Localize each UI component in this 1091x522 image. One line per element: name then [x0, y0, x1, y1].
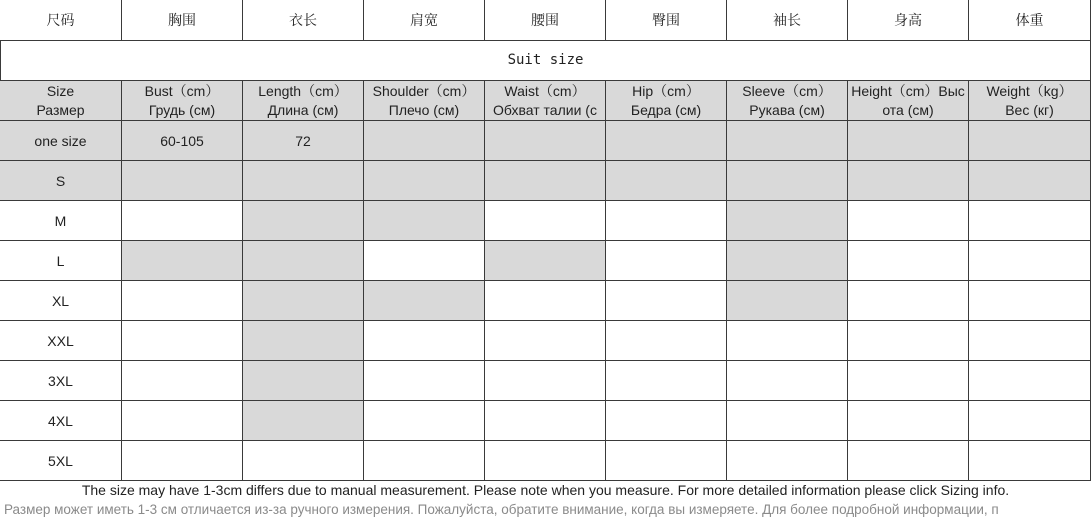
column-header-bust-en: Bust（cm） [144, 82, 220, 99]
measurement-cell-weight [969, 241, 1091, 281]
measurement-cell-waist [485, 361, 606, 401]
measurement-cell-waist [485, 321, 606, 361]
column-header-hip-en: Hip（cm） [632, 82, 700, 99]
measurement-cell-length [243, 441, 364, 481]
measurement-cell-sleeve [727, 121, 848, 161]
measurement-cell-waist [485, 161, 606, 201]
measurement-cell-shoulder [364, 281, 485, 321]
measurement-cell-weight [969, 201, 1091, 241]
measurement-cell-hip [606, 281, 727, 321]
measurement-cell-sleeve [727, 321, 848, 361]
measurement-note-english: The size may have 1-3cm differs due to manual measurement. Please note when you measure. For more detailed information please click Sizing info. [81, 482, 1010, 498]
measurement-cell-bust [122, 441, 243, 481]
size-cell: 5XL [0, 441, 122, 481]
measurement-cell-shoulder [364, 401, 485, 441]
column-header-size-ru: Размер [36, 101, 85, 118]
measurement-cell-length [243, 361, 364, 401]
suit-size-banner: Suit size [0, 40, 1091, 81]
measurement-cell-length [243, 201, 364, 241]
measurement-cell-waist [485, 281, 606, 321]
measurement-cell-weight [969, 361, 1091, 401]
measurement-cell-bust [122, 241, 243, 281]
column-header-length-en: Length（cm） [258, 82, 348, 99]
measurement-cell-shoulder [364, 201, 485, 241]
measurement-cell-bust [122, 361, 243, 401]
measurement-cell-weight [969, 401, 1091, 441]
measurement-cell-height [848, 201, 969, 241]
column-header-height [848, 81, 969, 121]
measurement-cell-bust [122, 321, 243, 361]
column-header-size-en: Size [46, 82, 75, 99]
measurement-cell-length [243, 401, 364, 441]
measurement-cell-length: 72 [243, 121, 364, 161]
chinese-header-length: 衣长 [243, 0, 364, 41]
measurement-cell-weight [969, 321, 1091, 361]
measurement-cell-length [243, 161, 364, 201]
column-header-sleeve-ru: Рукава (см) [749, 101, 825, 118]
measurement-note-russian: Размер может иметь 1-3 см отличается из-за ручного измерения. Пожалуйста, обратите внимание, когда вы измеряете. Для более подробной информации, п [4, 502, 999, 517]
measurement-cell-bust [122, 201, 243, 241]
column-header-length [243, 81, 364, 121]
measurement-cell-hip [606, 401, 727, 441]
column-header-shoulder-ru: Плечо (см) [388, 101, 460, 118]
column-header-weight [969, 81, 1091, 121]
column-header-waist [485, 81, 606, 121]
column-header-height-en: Height（cm）Выс [851, 82, 965, 99]
measurement-cell-weight [969, 281, 1091, 321]
measurement-cell-height [848, 121, 969, 161]
measurement-cell-length [243, 281, 364, 321]
measurement-cell-shoulder [364, 441, 485, 481]
measurement-cell-hip [606, 121, 727, 161]
measurement-cell-weight [969, 441, 1091, 481]
column-header-hip-ru: Бедра (см) [630, 101, 702, 118]
measurement-cell-length [243, 321, 364, 361]
measurement-cell-hip [606, 321, 727, 361]
measurement-cell-waist [485, 201, 606, 241]
measurement-cell-bust [122, 401, 243, 441]
chinese-header-size: 尺码 [0, 0, 122, 41]
column-header-sleeve [727, 81, 848, 121]
chinese-header-shoulder: 肩宽 [364, 0, 485, 41]
column-header-sleeve-en: Sleeve（cm） [742, 82, 832, 99]
column-header-height-ru: ота (см) [882, 101, 934, 118]
measurement-cell-weight [969, 121, 1091, 161]
size-cell: 4XL [0, 401, 122, 441]
measurement-cell-height [848, 241, 969, 281]
column-header-bust-ru: Грудь (см) [148, 101, 216, 118]
size-cell: XL [0, 281, 122, 321]
measurement-cell-sleeve [727, 241, 848, 281]
measurement-cell-hip [606, 201, 727, 241]
measurement-cell-shoulder [364, 161, 485, 201]
size-cell: XXL [0, 321, 122, 361]
chinese-header-waist: 腰围 [485, 0, 606, 41]
size-cell: S [0, 161, 122, 201]
column-header-waist-ru: Обхват талии (с [493, 101, 597, 118]
chinese-header-sleeve: 袖长 [727, 0, 848, 41]
size-cell: L [0, 241, 122, 281]
column-header-shoulder-en: Shoulder（cm） [372, 82, 476, 99]
measurement-cell-shoulder [364, 321, 485, 361]
measurement-cell-height [848, 161, 969, 201]
chinese-header-bust: 胸围 [122, 0, 243, 41]
size-cell: 3XL [0, 361, 122, 401]
measurement-cell-hip [606, 361, 727, 401]
measurement-cell-hip [606, 441, 727, 481]
measurement-cell-weight [969, 161, 1091, 201]
measurement-cell-bust [122, 281, 243, 321]
chinese-header-height: 身高 [848, 0, 969, 41]
measurement-cell-sleeve [727, 361, 848, 401]
column-header-bust [122, 81, 243, 121]
measurement-cell-shoulder [364, 361, 485, 401]
measurement-cell-shoulder [364, 121, 485, 161]
column-header-shoulder [364, 81, 485, 121]
size-cell: M [0, 201, 122, 241]
measurement-cell-bust: 60-105 [122, 121, 243, 161]
measurement-cell-waist [485, 121, 606, 161]
measurement-cell-sleeve [727, 401, 848, 441]
measurement-cell-height [848, 441, 969, 481]
column-header-waist-en: Waist（cm） [504, 82, 586, 99]
measurement-cell-height [848, 281, 969, 321]
column-header-size [0, 81, 122, 121]
chinese-header-hip: 臀围 [606, 0, 727, 41]
measurement-cell-shoulder [364, 241, 485, 281]
measurement-cell-sleeve [727, 441, 848, 481]
measurement-cell-waist [485, 401, 606, 441]
measurement-cell-height [848, 321, 969, 361]
measurement-cell-height [848, 401, 969, 441]
column-header-length-ru: Длина (см) [267, 101, 339, 118]
measurement-cell-hip [606, 241, 727, 281]
measurement-cell-sleeve [727, 281, 848, 321]
size-cell: one size [0, 121, 122, 161]
measurement-cell-length [243, 241, 364, 281]
measurement-cell-sleeve [727, 161, 848, 201]
chinese-header-weight: 体重 [969, 0, 1091, 41]
measurement-cell-sleeve [727, 201, 848, 241]
column-header-weight-ru: Вес (кг) [1005, 101, 1054, 118]
measurement-cell-height [848, 361, 969, 401]
measurement-cell-waist [485, 441, 606, 481]
column-header-weight-en: Weight（kg） [986, 82, 1073, 99]
measurement-cell-bust [122, 161, 243, 201]
measurement-cell-waist [485, 241, 606, 281]
measurement-cell-hip [606, 161, 727, 201]
column-header-hip [606, 81, 727, 121]
